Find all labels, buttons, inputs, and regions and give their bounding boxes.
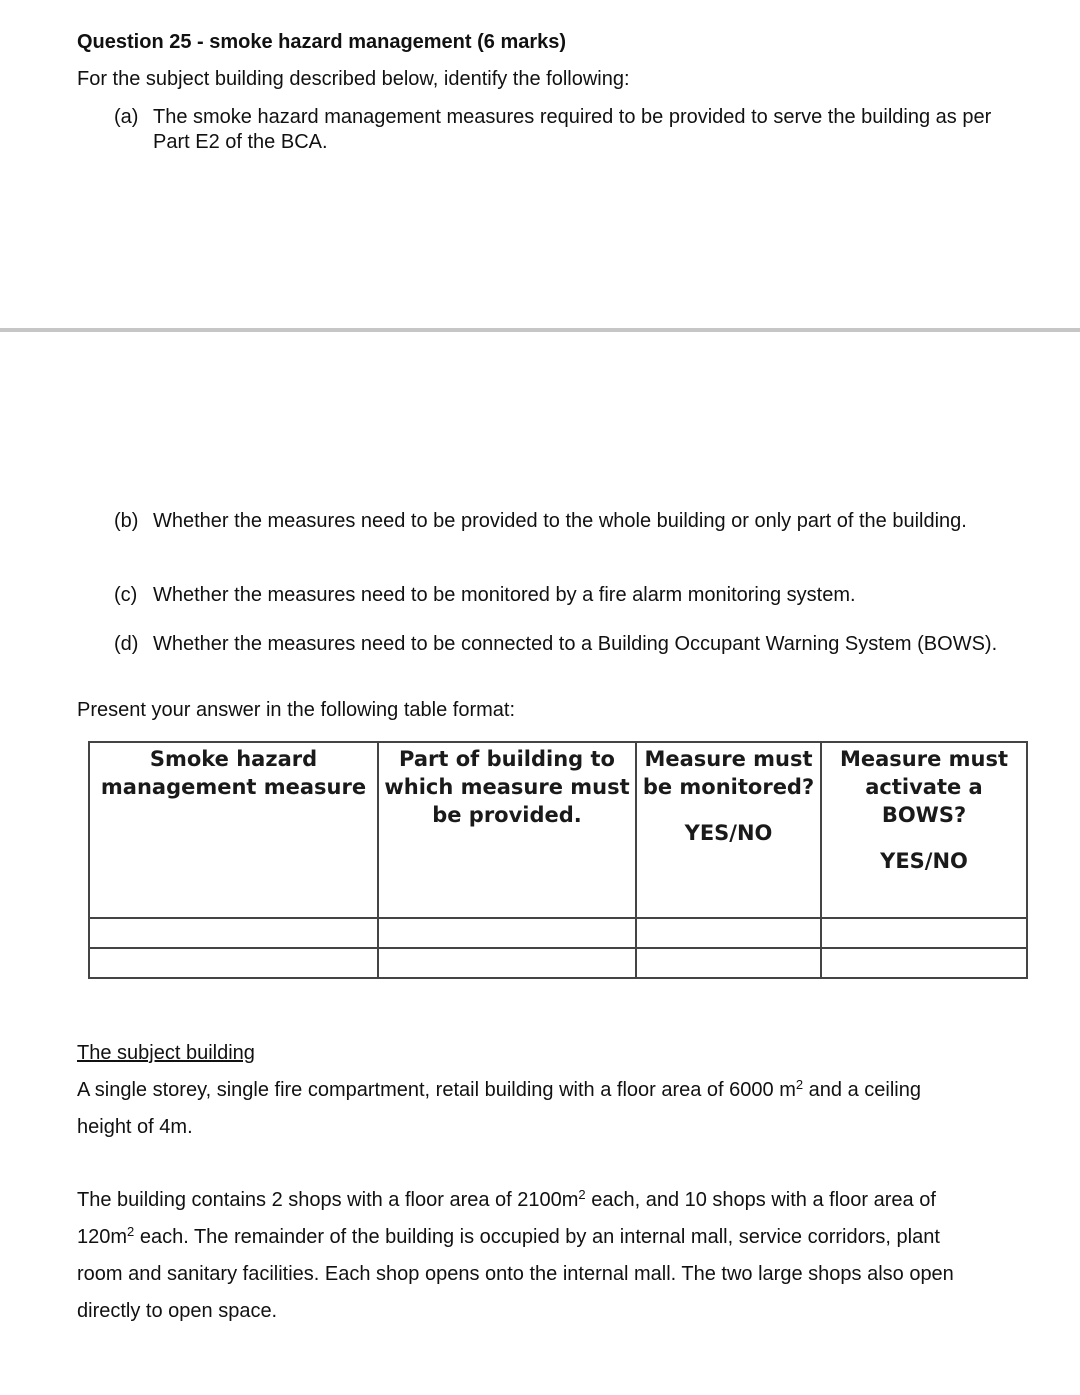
subject-building-paragraph-1 (77, 1072, 977, 1146)
question-part-a (114, 105, 1014, 155)
table-header-row (89, 742, 1027, 918)
page-divider (0, 328, 1080, 332)
header-cell (636, 742, 821, 918)
subject-building-paragraph-2 (77, 1182, 977, 1330)
table-cell (821, 918, 1027, 948)
header-label: Measure must be monitored? (642, 747, 815, 799)
answer-table (88, 741, 1028, 979)
table-cell (378, 948, 636, 978)
question-title: Question 25 - smoke hazard management (6 marks) (77, 31, 567, 53)
header-cell (89, 742, 378, 918)
question-part-d (114, 632, 1014, 657)
header-cell (821, 742, 1027, 918)
part-text: Whether the measures need to be provided to the whole building or only part of the building. (153, 510, 967, 532)
table-cell (89, 918, 378, 948)
subject-building-heading: The subject building (77, 1042, 255, 1064)
part-text: Whether the measures need to be monitored by a fire alarm monitoring system. (153, 584, 856, 606)
superscript: 2 (578, 1187, 586, 1202)
part-label: (a) (114, 106, 139, 128)
table-instruction: Present your answer in the following table format: (77, 699, 515, 721)
part-text: The smoke hazard management measures required to be provided to serve the building as per Part E2 of the BCA. (153, 106, 992, 153)
text: each. The remainder of the building is occupied by an internal mall, service corridors, plant room and sanitary facilities. Each shop opens onto the internal mall. The two large shops also open directly to open space. (77, 1226, 954, 1322)
superscript: 2 (795, 1077, 804, 1092)
header-label: Smoke hazard management measure (100, 747, 367, 799)
header-cell (378, 742, 636, 918)
table-row (89, 948, 1027, 978)
superscript: 2 (127, 1224, 135, 1239)
table-cell (378, 918, 636, 948)
text: The building contains 2 shops with a floor area of 2100m (77, 1189, 579, 1211)
table-cell (636, 918, 821, 948)
question-part-c (114, 583, 1014, 608)
header-label: Measure must activate a BOWS? (839, 747, 1009, 827)
question-intro: For the subject building described below, identify the following: (77, 68, 630, 90)
text: and a ceiling height of 4m. (77, 1079, 921, 1138)
text: each, and 10 shops with a floor area of 120m (77, 1189, 936, 1248)
header-label: Part of building to which measure must be provided. (384, 747, 630, 827)
yes-no-label: YES/NO (880, 849, 968, 873)
yes-no-label: YES/NO (684, 821, 773, 845)
part-label: (c) (114, 584, 138, 606)
table-cell (89, 948, 378, 978)
table-cell (821, 948, 1027, 978)
part-label: (d) (114, 633, 139, 655)
text: A single storey, single fire compartment, retail building with a floor area of 6000 m (77, 1079, 796, 1101)
table-row (89, 918, 1027, 948)
question-part-b (114, 509, 1014, 534)
part-label: (b) (114, 510, 139, 532)
table-cell (636, 948, 821, 978)
part-text: Whether the measures need to be connected to a Building Occupant Warning System (BOWS). (153, 633, 998, 655)
